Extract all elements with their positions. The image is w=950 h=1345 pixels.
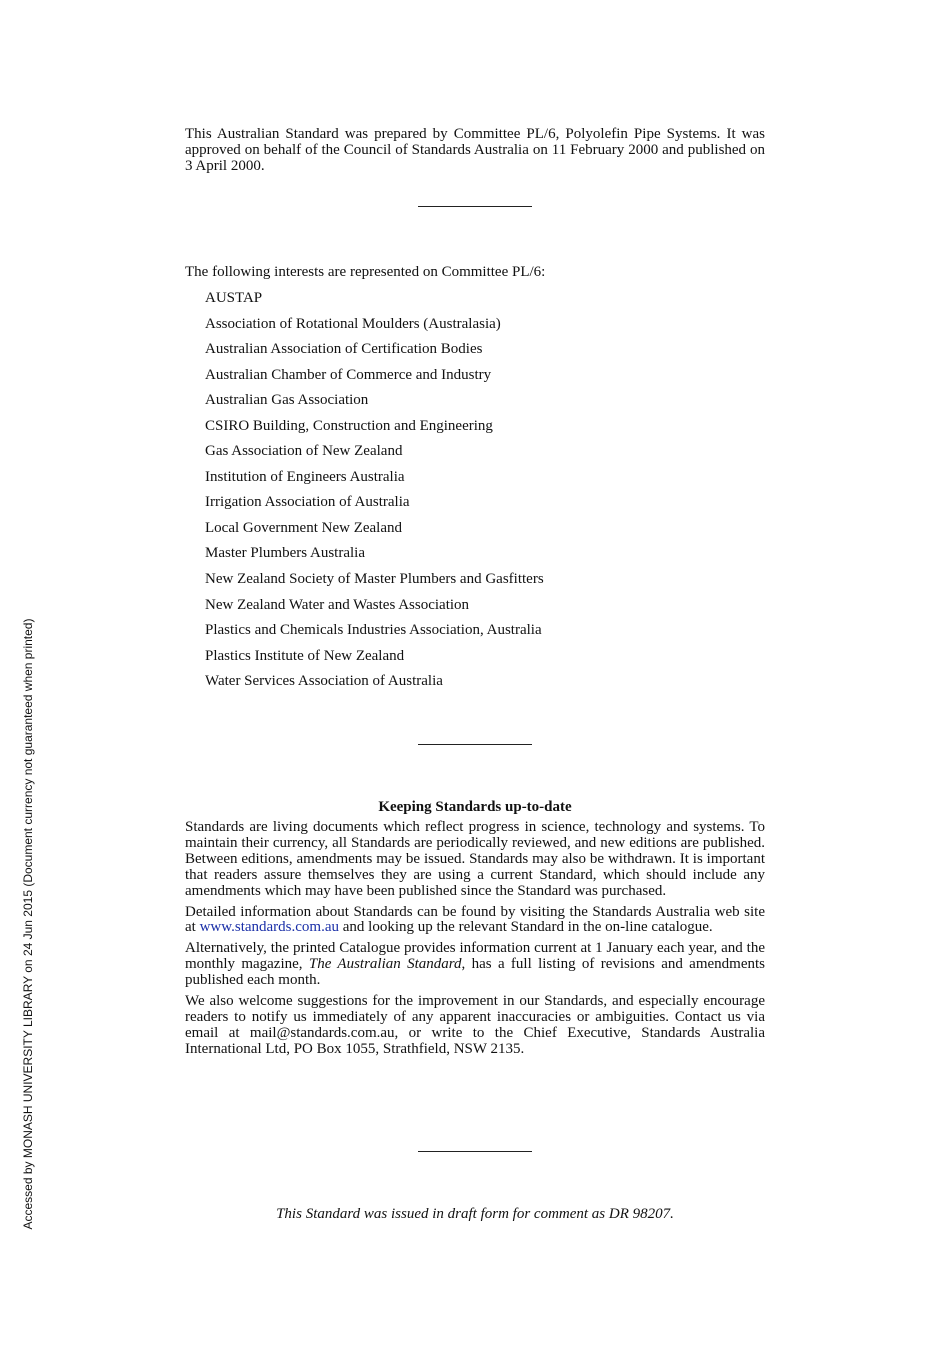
standards-website-link[interactable]: www.standards.com.au [199,919,339,936]
keeping-paragraph-2 [185,905,765,937]
committee-member-list [205,289,544,698]
list-item: Water Services Association of Australia [205,673,443,690]
paragraph-text: Alternatively, the printed Catalogue provides information current at 1 January each year, and the monthly magazine, [185,940,765,973]
section-divider [418,744,532,745]
magazine-title: The Australian Standard [308,956,462,973]
list-item: Irrigation Association of Australia [205,494,410,511]
list-item: Plastics Institute of New Zealand [205,647,405,664]
access-watermark: Accessed by MONASH UNIVERSITY LIBRARY on 24 Jun 2015 (Document currency not guaranteed when printed) [21,618,35,1230]
list-item: Australian Chamber of Commerce and Industry [205,366,492,383]
keeping-paragraph-4: We also welcome suggestions for the improvement in our Standards, and especially encourage readers to notify us immediately of any apparent inaccuracies or ambiguities. Contact us via email at mail@standards.com.au, or write to the Chief Executive, Standards Australia International Ltd, PO Box 1055, Strathfield, NSW 2135. [185,993,765,1057]
section-divider [418,1151,532,1152]
keeping-standards-title: Keeping Standards up-to-date [378,799,572,815]
keeping-standards-body [185,820,765,1063]
list-item: Master Plumbers Australia [205,545,365,562]
keeping-paragraph-3 [185,941,765,989]
paragraph-text: Detailed information about Standards can be found by visiting the Standards Australia web site at [185,903,765,936]
list-item: CSIRO Building, Construction and Engineering [205,417,493,434]
list-item: Plastics and Chemicals Industries Association, Australia [205,622,542,639]
committee-heading: The following interests are represented on Committee PL/6: [185,264,546,280]
list-item: Gas Association of New Zealand [205,443,403,460]
draft-footnote: This Standard was issued in draft form for comment as DR 98207. [276,1206,674,1222]
list-item: Local Government New Zealand [205,519,402,536]
paragraph-text: and looking up the relevant Standard in the on-line catalogue. [339,919,713,936]
keeping-paragraph-1: Standards are living documents which reflect progress in science, technology and systems. To maintain their currency, all Standards are periodically reviewed, and new editions are published. Between editions, amendments may be issued. Standards may also be withdrawn. It is important that readers assure themselves they are using a current Standard, which should include any amendments which may have been published since the Standard was purchased. [185,819,765,899]
intro-paragraph: This Australian Standard was prepared by Committee PL/6, Polyolefin Pipe Systems. It was approved on behalf of the Council of Standards Australia on 11 February 2000 and published on 3 April 2000. [185,126,765,174]
paragraph-text: , has a full listing of revisions and amendments published each month. [185,956,765,989]
list-item: Association of Rotational Moulders (Australasia) [205,315,501,332]
section-divider [418,206,532,207]
list-item: Institution of Engineers Australia [205,468,405,485]
list-item: Australian Association of Certification Bodies [205,341,483,358]
list-item: Australian Gas Association [205,392,369,409]
list-item: New Zealand Water and Wastes Association [205,596,470,613]
list-item: New Zealand Society of Master Plumbers and Gasfitters [205,571,544,588]
list-item: AUSTAP [205,290,263,306]
